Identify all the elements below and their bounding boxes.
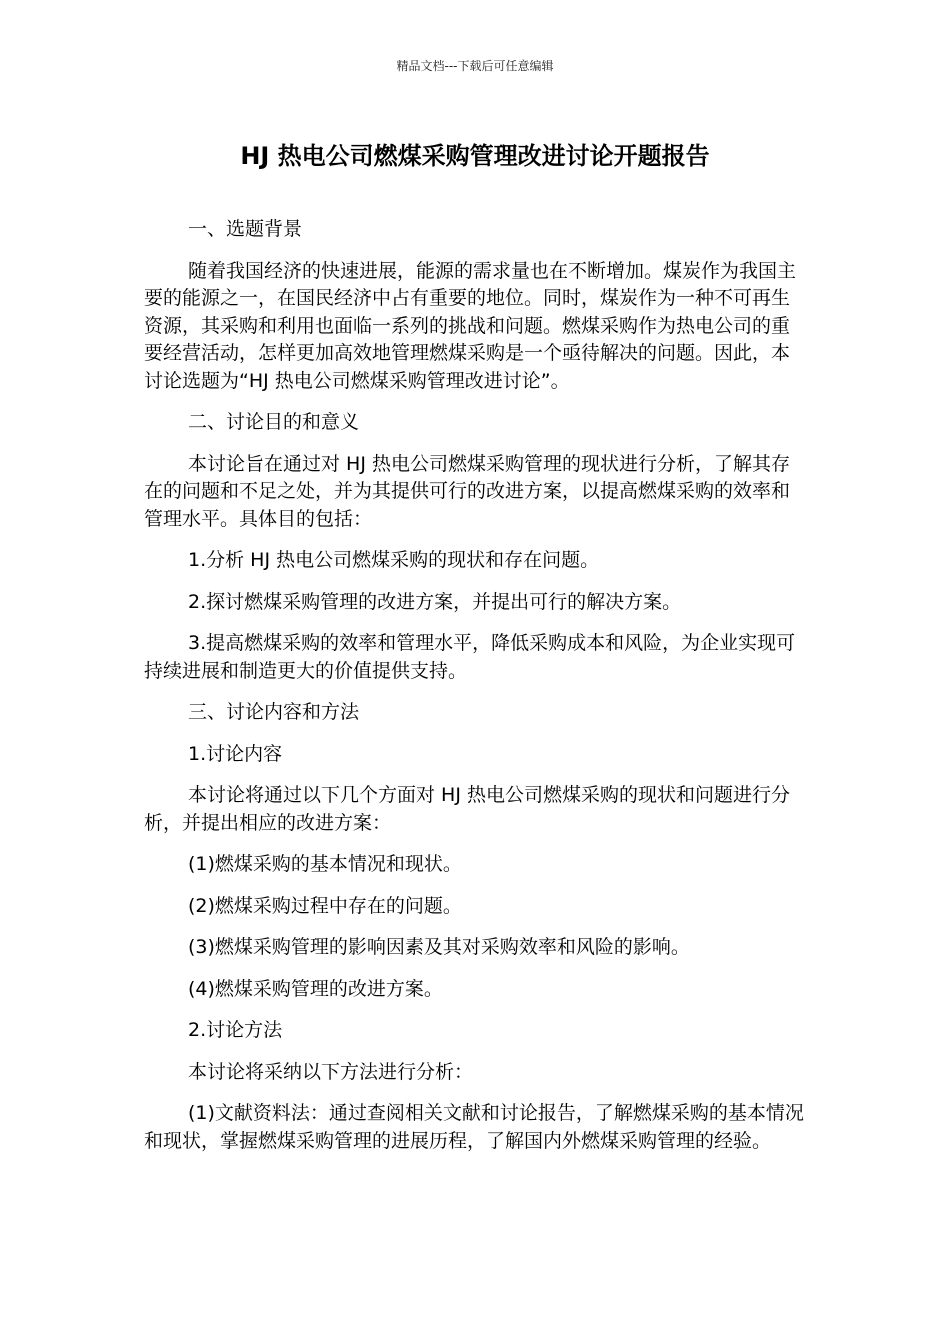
section-heading-content-methods: 三、讨论内容和方法 — [188, 701, 360, 723]
subheading-methods: 2.讨论方法 — [188, 1019, 283, 1041]
paragraph-background: 随着我国经济的快速进展，能源的需求量也在不断增加。煤炭作为我国主要的能源之一，在国民经济中占有重要的地位。同时，煤炭作为一种不可再生资源，其采购和利用也面临一系列的挑战和问题。燃煤采购作为热电公司的重要经营活动，怎样更加高效地管理燃煤采购是一个亟待解决的问题。因此，本讨论选题为“HJ 热电公司燃煤采购管理改进讨论”。 — [144, 259, 797, 392]
list-item-purpose-3: 3.提高燃煤采购的效率和管理水平，降低采购成本和风险，为企业实现可持续进展和制造更大的价值提供支持。 — [144, 632, 796, 682]
list-item-content-3: (3)燃煤采购管理的影响因素及其对采购效率和风险的影响。 — [188, 936, 690, 958]
list-item-methods-1: (1)文献资料法：通过查阅相关文献和讨论报告，了解燃煤采购的基本情况和现状，掌握燃煤采购管理的进展历程，了解国内外燃煤采购管理的经验。 — [144, 1102, 804, 1152]
header-note: 精品文档---下载后可任意编辑 — [396, 59, 554, 73]
document-title: HJ 热电公司燃煤采购管理改进讨论开题报告 — [240, 142, 710, 170]
section-heading-purpose: 二、讨论目的和意义 — [188, 411, 360, 433]
paragraph-purpose: 本讨论旨在通过对 HJ 热电公司燃煤采购管理的现状进行分析，了解其存在的问题和不足之处，并为其提供可行的改进方案，以提高燃煤采购的效率和管理水平。具体目的包括： — [144, 452, 791, 530]
section-heading-background: 一、选题背景 — [188, 218, 303, 240]
subheading-content: 1.讨论内容 — [188, 742, 283, 765]
list-item-content-4: (4)燃煤采购管理的改进方案。 — [188, 977, 443, 1000]
list-item-content-1: (1)燃煤采购的基本情况和现状。 — [188, 853, 462, 875]
document-body — [144, 216, 806, 1169]
paragraph-content-intro: 本讨论将通过以下几个方面对 HJ 热电公司燃煤采购的现状和问题进行分析，并提出相应的改进方案： — [144, 784, 790, 834]
list-item-content-2: (2)燃煤采购过程中存在的问题。 — [188, 894, 462, 917]
paragraph-methods-intro: 本讨论将采纳以下方法进行分析： — [188, 1060, 474, 1083]
list-item-purpose-1: 1.分析 HJ 热电公司燃煤采购的现状和存在问题。 — [188, 549, 600, 571]
list-item-purpose-2: 2.探讨燃煤采购管理的改进方案，并提出可行的解决方案。 — [188, 590, 682, 613]
